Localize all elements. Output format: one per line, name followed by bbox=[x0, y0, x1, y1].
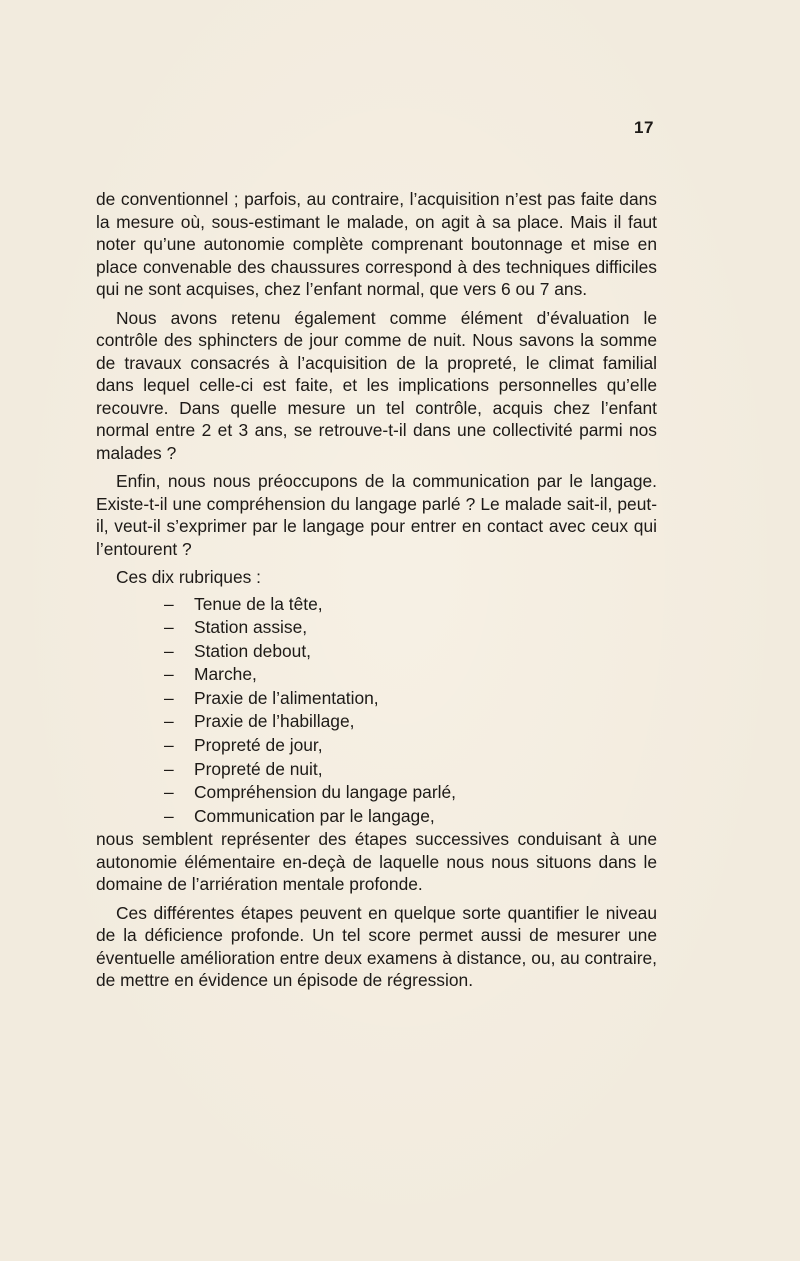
list-item-text: Tenue de la tête, bbox=[194, 593, 323, 614]
list-dash: – bbox=[164, 687, 174, 708]
list-item bbox=[164, 616, 657, 640]
paragraph-sphincter-control: Nous avons retenu également comme élément d’évaluation le contrôle des sphincters de jour comme de nuit. Nous savons la somme de travaux consacrés à l’acquisition de la propreté, le climat familial dans lequel celle-ci est faite, et les implications personnelles qu’elle recouvre. Dans quelle mesure un tel contrôle, acquis chez l’enfant normal entre 2 et 3 ans, se retrouve-t-il dans une collectivité parmi nos malades ? bbox=[96, 307, 657, 463]
list-item-text: Station assise, bbox=[194, 617, 308, 638]
list-dash: – bbox=[164, 711, 174, 732]
list-dash: – bbox=[164, 782, 174, 803]
list-dash: – bbox=[164, 593, 174, 614]
list-dash: – bbox=[164, 617, 174, 638]
list-item-text: Propreté de jour, bbox=[194, 735, 323, 756]
list-item bbox=[164, 593, 657, 617]
list-item bbox=[164, 710, 657, 734]
list-item bbox=[164, 781, 657, 805]
list-item-text: Station debout, bbox=[194, 640, 311, 661]
list-dash: – bbox=[164, 640, 174, 661]
list-item bbox=[164, 640, 657, 664]
list-item bbox=[164, 663, 657, 687]
list-item bbox=[164, 758, 657, 782]
paragraph-list-conclusion: nous semblent représenter des étapes successives conduisant à une autonomie élémentaire en-deçà de laquelle nous nous situons dans le domaine de l’arriération mentale profonde. bbox=[96, 829, 657, 895]
paragraph-continuation: de conventionnel ; parfois, au contraire, l’acquisition n’est pas faite dans la mesure où, sous-estimant le malade, on agit à sa place. Mais il faut noter qu’une autonomie complète comprenant boutonnage et mise en place convenable des chaussures correspond à des techniques difficiles qui ne sont acquises, chez l’enfant normal, que vers 6 ou 7 ans. bbox=[96, 189, 657, 299]
list-item bbox=[164, 734, 657, 758]
list-item-text: Marche, bbox=[194, 664, 257, 685]
list-item bbox=[164, 687, 657, 711]
list-item-text: Propreté de nuit, bbox=[194, 758, 323, 779]
paragraph-language-communication: Enfin, nous nous préoccupons de la communication par le langage. Existe-t-il une compréhension du langage parlé ? Le malade sait-il, peut-il, veut-il s’exprimer par le langage pour entrer en contact avec ceux qui l’entourent ? bbox=[96, 471, 657, 559]
body-text bbox=[96, 188, 657, 992]
rubrics-list bbox=[96, 593, 657, 829]
list-dash: – bbox=[164, 758, 174, 779]
list-item bbox=[164, 805, 657, 829]
list-dash: – bbox=[164, 735, 174, 756]
paragraph-score: Ces différentes étapes peuvent en quelque sorte quantifier le niveau de la déficience profonde. Un tel score permet aussi de mesurer une éventuelle amélioration entre deux examens à distance, ou, au contraire, de mettre en évidence un épisode de régression. bbox=[96, 902, 657, 991]
list-dash: – bbox=[164, 664, 174, 685]
page-number: 17 bbox=[634, 118, 654, 137]
list-item-text: Praxie de l’alimentation, bbox=[194, 687, 379, 708]
list-dash: – bbox=[164, 805, 174, 826]
paragraph-list-intro: Ces dix rubriques : bbox=[116, 567, 261, 587]
list-item-text: Communication par le langage, bbox=[194, 805, 435, 826]
list-item-text: Praxie de l’habillage, bbox=[194, 711, 355, 732]
list-item-text: Compréhension du langage parlé, bbox=[194, 782, 457, 803]
